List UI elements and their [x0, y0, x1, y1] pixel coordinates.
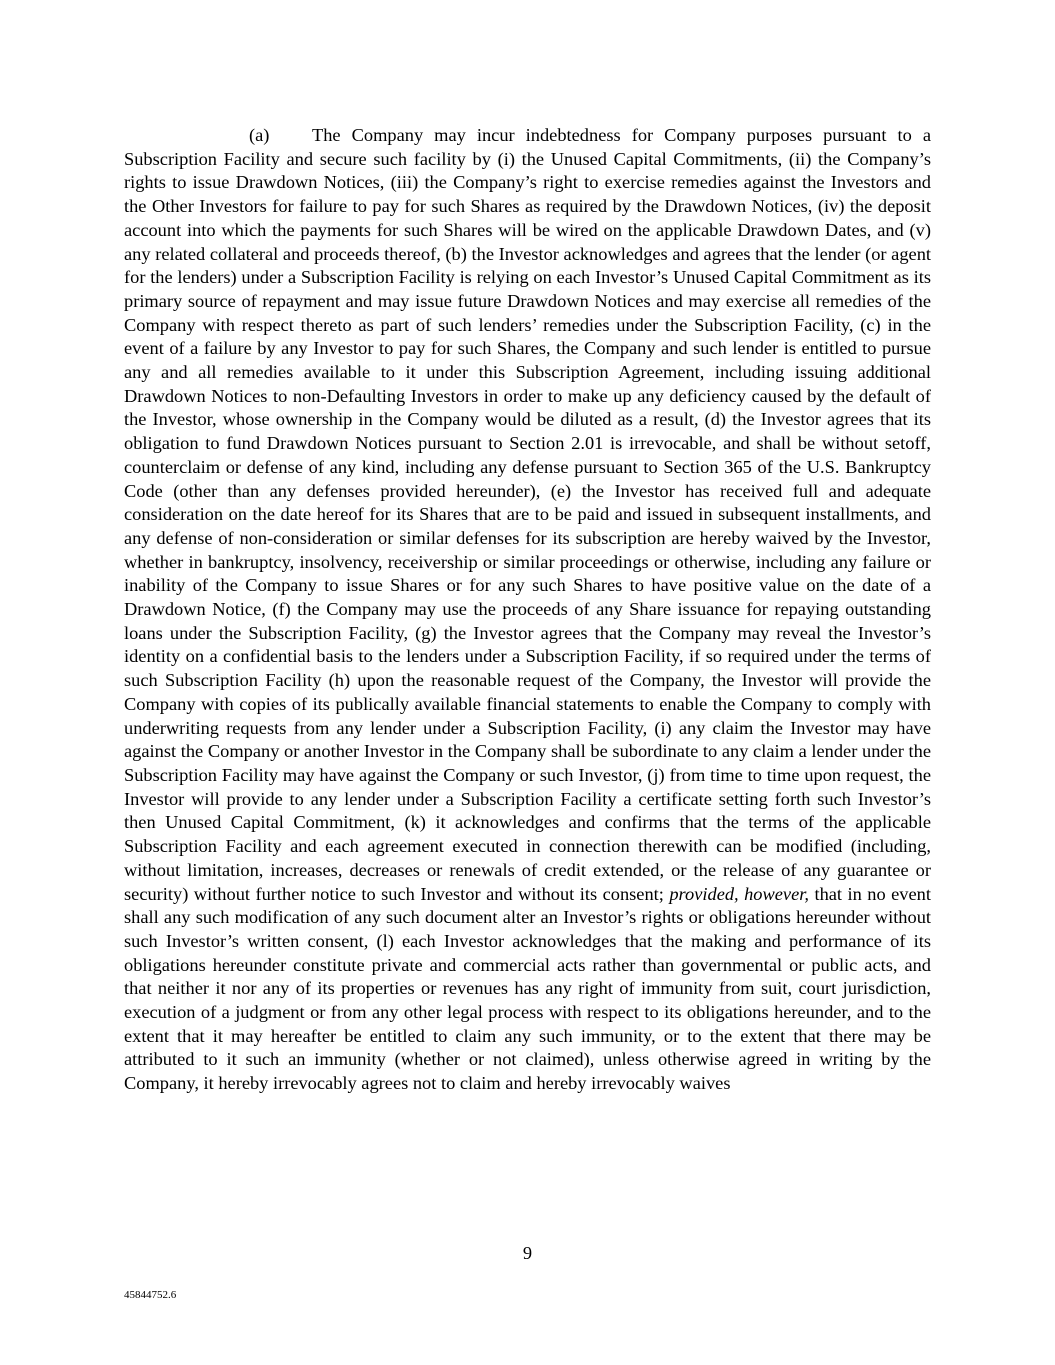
- document-id: 45844752.6: [124, 1289, 177, 1301]
- paragraph-text-part-2: that in no event shall any such modification of any such document alter an Investor’s rights or obligations hereunder without such Investor’s written consent, (l) each Investor acknowledges that the making and performance of its obligations hereunder constitute private and commercial acts rather than governmental or public acts, and that neither it nor any of its properties or revenues has any right of immunity from suit, court jurisdiction, execution of a judgment or from any other legal process with respect to its obligations hereunder, and to the extent that it may hereafter be entitled to claim any such immunity, or to the extent that there may be attributed to it such an immunity (whether or not claimed), unless otherwise agreed in writing by the Company, it hereby irrevocably agrees not to claim and hereby irrevocably waives: [124, 883, 931, 1094]
- page-number: 9: [522, 1243, 533, 1263]
- paragraph-label: (a): [249, 125, 270, 145]
- paragraph-text-part-1: The Company may incur indebtedness for Company purposes pursuant to a Subscription Facility and secure such facility by (i) the Unused Capital Commitments, (ii) the Company’s rights to issue Drawdown Notices, (iii) the Company’s right to exercise remedies against the Investors and the Other Investors for failure to pay for such Shares as required by the Drawdown Notices, (iv) the deposit account into which the payments for such Shares will be wired on the applicable Drawdown Dates, and (v) any related collateral and proceeds thereof, (b) the Investor acknowledges and agrees that the lender (or agent for the lenders) under a Subscription Facility is relying on each Investor’s Unused Capital Commitment as its primary source of repayment and may issue future Drawdown Notices and may exercise all remedies of the Company with respect thereto as part of such lenders’ remedies under the Subscription Facility, (c) in the event of a failure by any Investor to pay for such Shares, the Company and such lender is entitled to pursue any and all remedies available to it under this Subscription Agreement, including issuing additional Drawdown Notices to non-Defaulting Investors in order to make up any deficiency caused by the default of the Investor, whose ownership in the Company would be diluted as a result, (d) the Investor agrees that its obligation to fund Drawdown Notices pursuant to Section 2.01 is irrevocable, and shall be without setoff, counterclaim or defense of any kind, including any defense pursuant to Section 365 of the U.S. Bankruptcy Code (other than any defenses provided hereunder), (e) the Investor has received full and adequate consideration on the date hereof for its Shares that are to be paid and issued in subsequent installments, and any defense of non-consideration or similar defenses for its subscription are hereby waived by the Investor, whether in bankruptcy, insolvency, receivership or similar proceedings or otherwise, including any failure or inability of the Company to issue Shares or for any such Shares to have positive value on the date of a Drawdown Notice, (f) the Company may use the proceeds of any Share issuance for repaying outstanding loans under the Subscription Facility, (g) the Investor agrees that the Company may reveal the Investor’s identity on a confidential basis to the lenders under a Subscription Facility, if so required under the terms of such Subscription Facility (h) upon the reasonable request of the Company, the Investor will provide the Company with copies of its publically available financial statements to enable the Company to comply with underwriting requests from any lender under a Subscription Facility, (i) any claim the Investor may have against the Company or another Investor in the Company shall be subordinate to any claim a lender under the Subscription Facility may have against the Company or such Investor, (j) from time to time upon request, the Investor will provide to any lender under a Subscription Facility a certificate setting forth such Investor’s then Unused Capital Commitment, (k) it acknowledges and confirms that the terms of the applicable Subscription Facility and each agreement executed in connection therewith can be modified (including, without limitation, increases, decreases or renewals of credit extended, or the release of any guarantee or security) without further notice to such Investor and without its consent;: [124, 125, 931, 904]
- paragraph-emphasis: provided, however,: [669, 883, 809, 904]
- paragraph-a: [124, 124, 931, 1096]
